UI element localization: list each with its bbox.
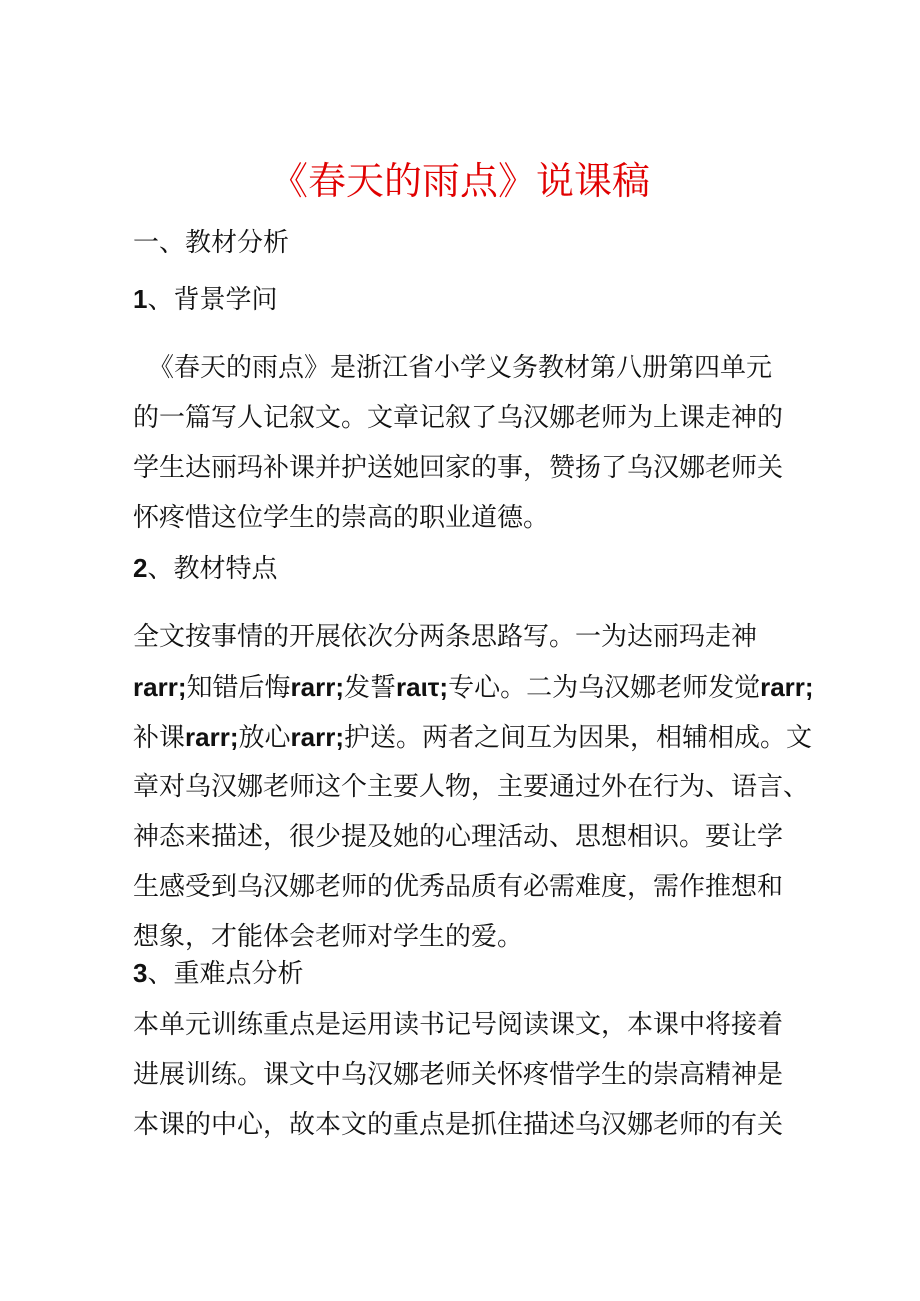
text-run: 放心 [238, 723, 291, 753]
paragraph-line: 本单元训练重点是运用读书记号阅读课文，本课中将接着 [133, 1010, 784, 1040]
paragraph-line: 章对乌汉娜老师这个主要人物，主要通过外在行为、语言、 [133, 772, 810, 802]
paragraph-line: 想象，才能体会老师对学生的爱。 [133, 922, 524, 952]
entity-text: rarr; [760, 672, 814, 702]
text-run: 知错后悔 [186, 673, 291, 703]
entity-text: rarr; [185, 722, 239, 752]
section-heading-1: 一、教材分析 [133, 228, 290, 258]
paragraph-background [133, 343, 798, 543]
text-run: 专心。二为乌汉娜老师发觉 [448, 673, 761, 703]
paragraph-key-points [133, 1000, 793, 1150]
subheading-number: 3 [133, 958, 148, 988]
paragraph-line: 本课的中心，故本文的重点是抓住描述乌汉娜老师的有关 [133, 1110, 784, 1140]
text-run: 发誓 [343, 673, 396, 703]
paragraph-line: 学生达丽玛补课并护送她回家的事，赞扬了乌汉娜老师关 [133, 453, 784, 483]
entity-text: rarr; [290, 672, 344, 702]
entity-text: raιτ; [396, 672, 449, 702]
entity-text: rarr; [133, 672, 187, 702]
text-run: 护送。两者之间互为因果，相辅相成。文 [344, 723, 813, 753]
paragraph-line: 神态来描述，很少提及她的心理活动、思想相识。要让学 [133, 822, 784, 852]
paragraph-line: 《春天的雨点》是浙江省小学义务教材第八册第四单元 [148, 353, 773, 383]
paragraph-line: 的一篇写人记叙文。文章记叙了乌汉娜老师为上课走神的 [133, 403, 784, 433]
subheading-label: 、教材特点 [147, 554, 278, 584]
paragraph-line: 进展训练。课文中乌汉娜老师关怀疼惜学生的崇高精神是 [133, 1060, 784, 1090]
paragraph-line [133, 662, 814, 712]
subheading-background [133, 282, 277, 317]
document-title: 《春天的雨点》说课稿 [269, 159, 650, 203]
paragraph-line: 全文按事情的开展依次分两条思路写。一为达丽玛走神 [133, 622, 758, 652]
paragraph-line: 生感受到乌汉娜老师的优秀品质有必需难度，需作推想和 [133, 872, 784, 902]
paragraph-line: 怀疼惜这位学生的崇高的职业道德。 [133, 503, 550, 533]
subheading-label: 、重难点分析 [147, 959, 304, 989]
subheading-label: 、背景学问 [147, 285, 278, 315]
paragraph-features [133, 612, 814, 962]
text-run: 补课 [133, 723, 186, 753]
subheading-number: 1 [133, 284, 148, 314]
paragraph-line [133, 712, 813, 762]
subheading-key-points [133, 956, 303, 991]
subheading-number: 2 [133, 553, 148, 583]
entity-text: rarr; [290, 722, 344, 752]
subheading-features [133, 551, 277, 586]
